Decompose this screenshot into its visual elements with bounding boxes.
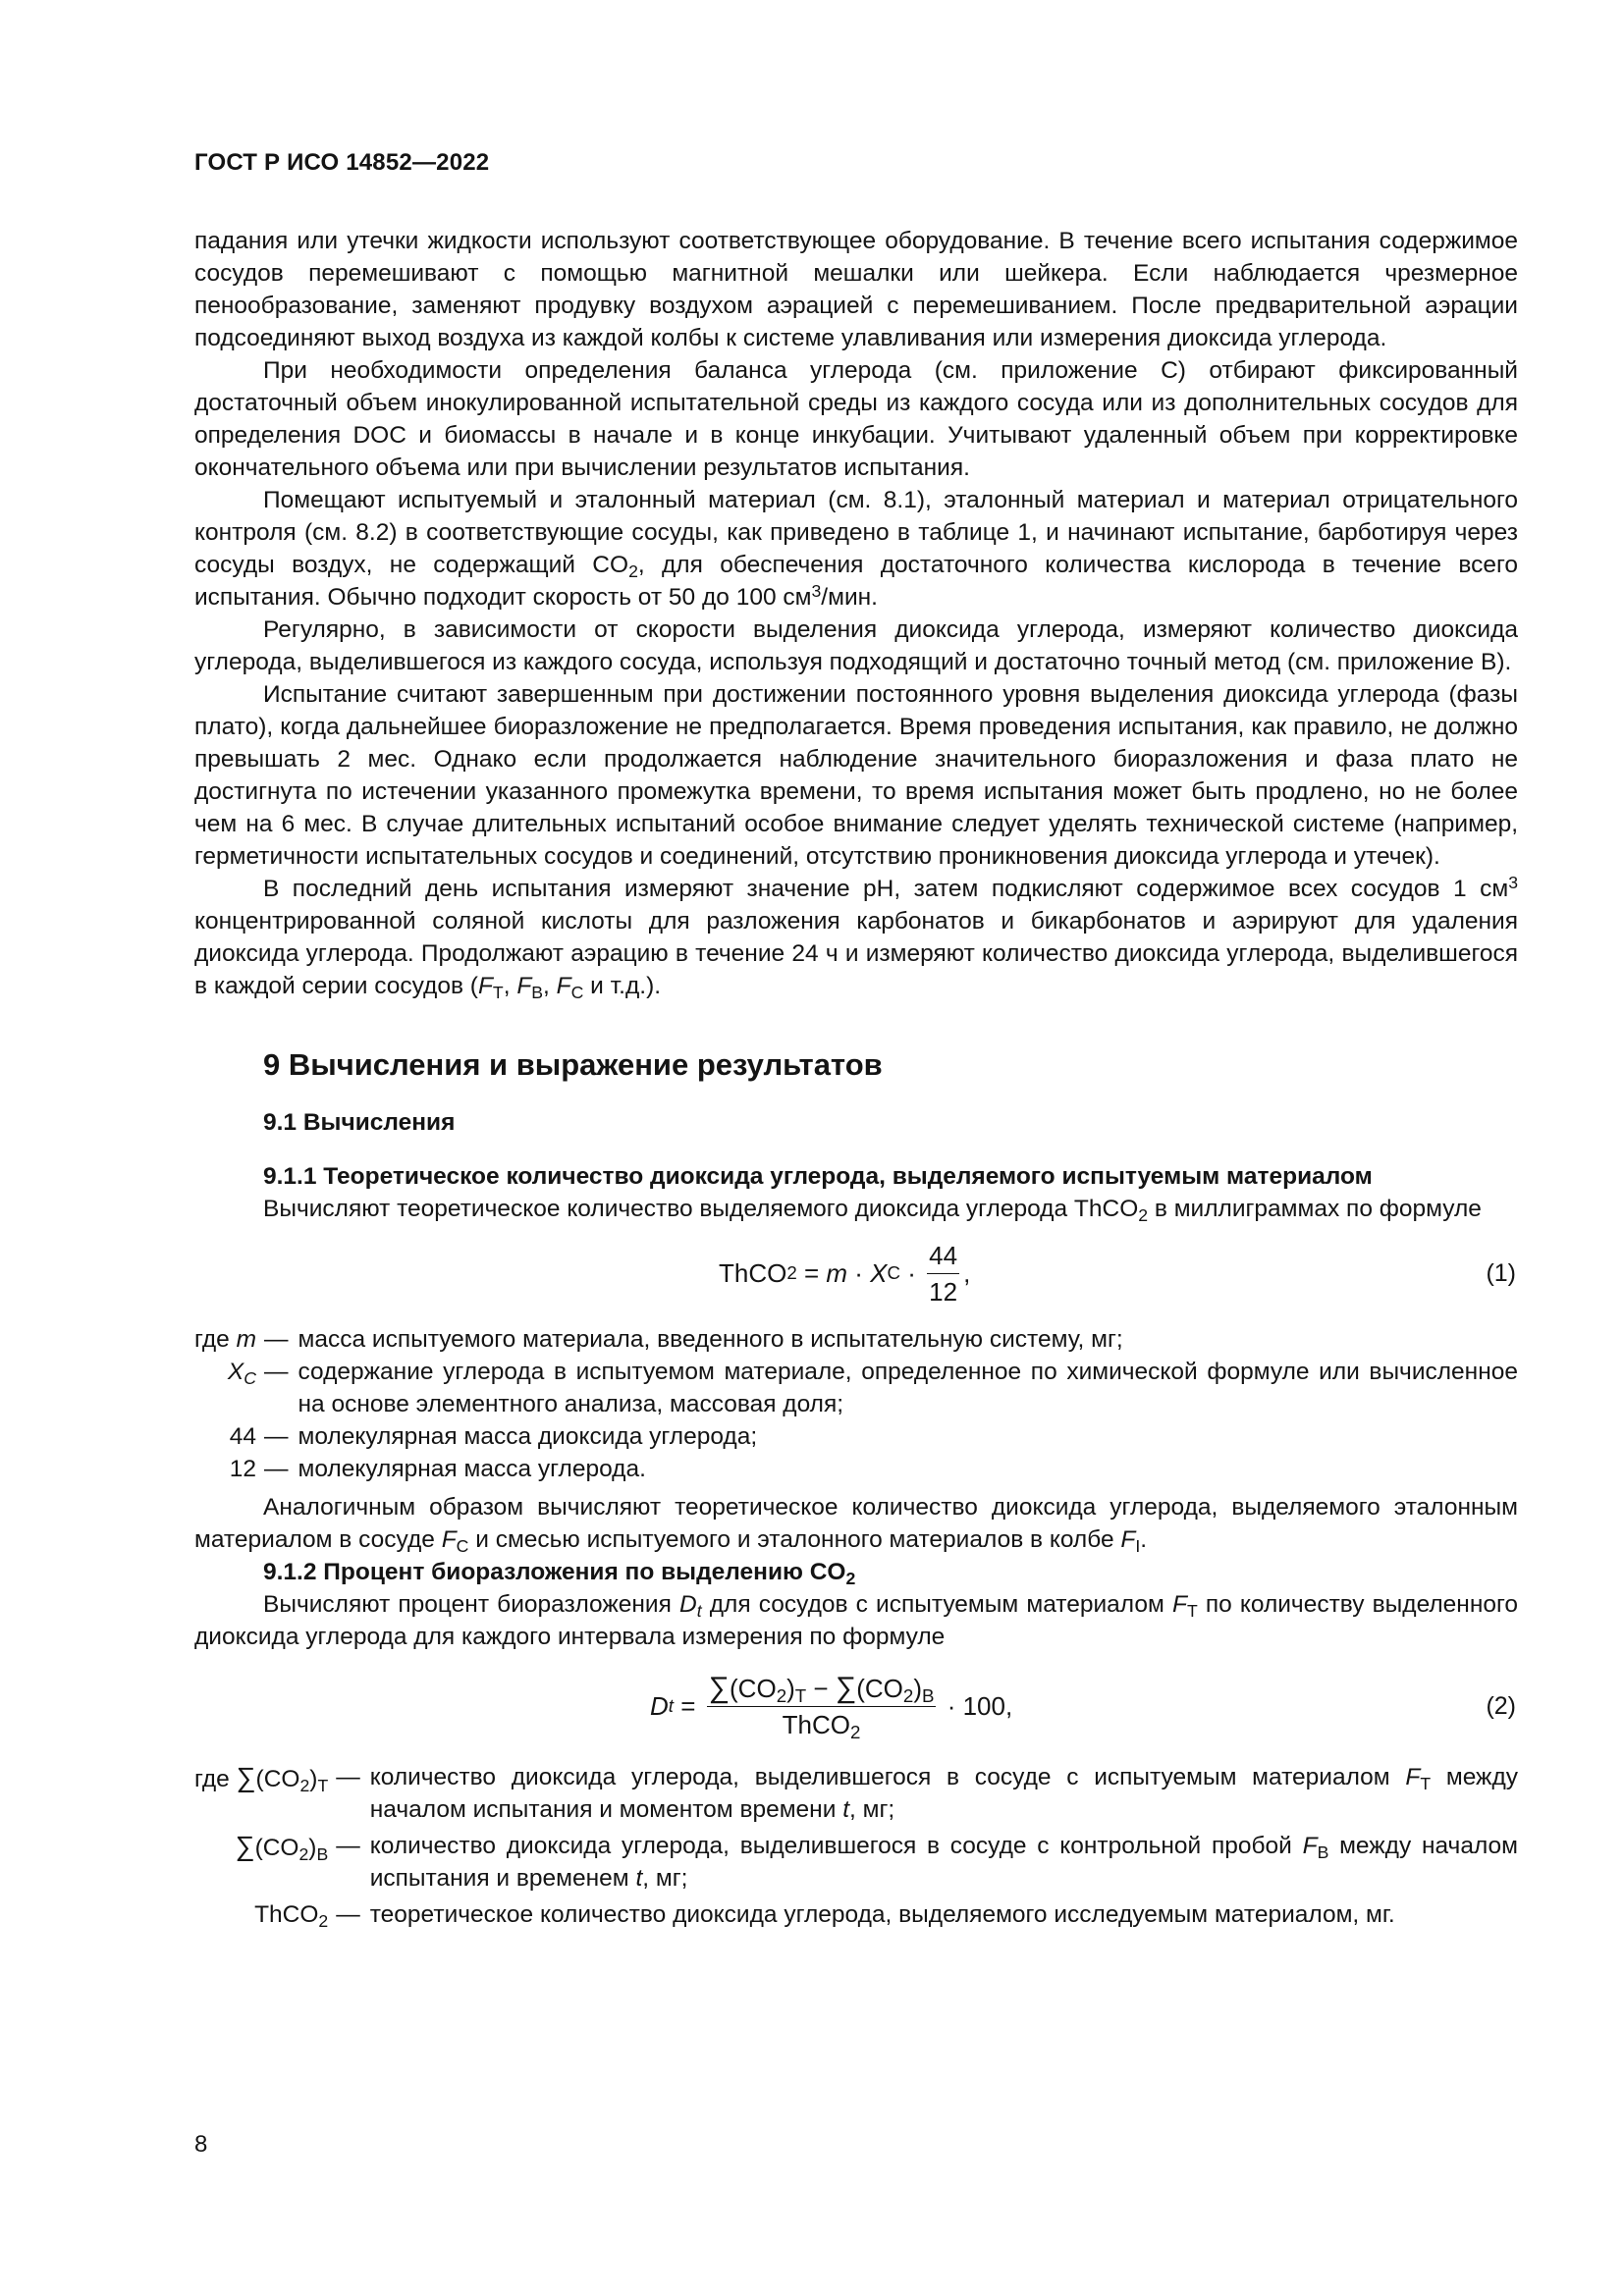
- separator: ,: [503, 973, 517, 999]
- co2-open: (CO: [856, 1673, 903, 1703]
- where-label: где: [194, 1326, 237, 1353]
- paragraph-2: При необходимости определения баланса углерода (см. приложение С) отбирают фиксированный достаточный объем инокулированной испытательной среды из каждого сосуда или из дополнительных сосудов для определения DOC и биомассы в начале и в конце инкубации. Учитывают удаленный объем при корректировке окончательного объема или при вычислении результатов испытания.: [194, 357, 1518, 481]
- sub-2: 2: [318, 1910, 329, 1931]
- page-number: 8: [194, 2131, 208, 2158]
- fraction-44-12: [927, 1241, 959, 1307]
- formula-2: [194, 1661, 1518, 1751]
- sub-B: B: [316, 1843, 329, 1864]
- definition-text: теоретическое количество диоксида углерода, выделяемого исследуемым материалом, мг.: [369, 1901, 1395, 1928]
- symbol-F: F: [1171, 1591, 1187, 1618]
- definition-text: [370, 1761, 1518, 1826]
- symbol-t: t: [842, 1796, 850, 1823]
- minus-sign: −: [806, 1673, 836, 1703]
- definition-dash: —: [264, 1423, 289, 1450]
- co2-close: ): [309, 1766, 318, 1792]
- definition-row: [194, 1761, 1518, 1826]
- analogous-paragraph: Аналогичным образом вычисляют теоретическое количество диоксида углерода, выделяемого эталонным материалом в сосуде $F_C$ и смесью испытуемого и эталонного материалов в колбе $F_I$.: [194, 1494, 1518, 1556]
- definition-text: молекулярная масса углерода.: [298, 1456, 646, 1482]
- sum-symbol: ∑: [835, 1671, 857, 1704]
- fraction-numerator: [707, 1671, 937, 1707]
- definition-key: [194, 1356, 264, 1420]
- definition-dash: —: [264, 1359, 289, 1385]
- definition-key: [194, 1323, 264, 1356]
- fraction-percent: [707, 1671, 937, 1742]
- formula-1-number: (1): [1486, 1258, 1516, 1287]
- paragraph-3: [194, 484, 1518, 614]
- subsection-9-1-title: 9.1 Вычисления: [263, 1109, 456, 1136]
- analog-part-b: и смесью испытуемого и эталонного материалов в колбе: [468, 1526, 1121, 1553]
- definition-text-c: , мг;: [849, 1796, 895, 1823]
- thco2-label: ThCO: [254, 1901, 319, 1928]
- co2-open: (CO: [254, 1835, 299, 1861]
- p3-sup-3: 3: [811, 581, 822, 602]
- sub-C: C: [244, 1367, 256, 1388]
- symbol-D: D: [679, 1591, 697, 1618]
- thco2-label: ThCO: [782, 1709, 851, 1739]
- definition-key: 12: [229, 1456, 256, 1482]
- sub-2: 2: [776, 1684, 787, 1706]
- definition-row: [194, 1895, 1518, 1931]
- symbol-F: F: [1302, 1833, 1318, 1859]
- p3-part-c: /мин.: [821, 584, 878, 611]
- sub-2: 2: [299, 1775, 310, 1795]
- symbol-F: F: [477, 973, 493, 999]
- equals-sign: =: [673, 1690, 703, 1721]
- sub-t: t: [668, 1695, 674, 1716]
- paragraph-5: Испытание считают завершенным при достижении постоянного уровня выделения диоксида углерода (фазы плато), когда дальнейшее биоразложение не предполагается. Время проведения испытания, как правило, не должно превышать 2 мес. Однако если продолжается наблюдение значительного биоразложения и фаза плато не достигнута по истечении указанного промежутка времени, то время испытания может быть продлено, но не более чем на 6 мес. В случае длительных испытаний особое внимание следует уделять технической системе (например, герметичности испытательных сосудов и соединений, отсутствию проникновения диоксида углерода и утечек).: [194, 681, 1518, 870]
- subsection-9-1-2-title: [263, 1556, 1518, 1588]
- formula-1-definitions: [194, 1323, 1518, 1485]
- paragraph-1: падания или утечки жидкости используют соответствующее оборудование. В течение всего испытания содержимое сосудов перемешивают с помощью магнитной мешалки или шейкера. Если наблюдается чрезмерное пенообразование, заменяют продувку воздухом аэрацией с перемешиванием. После предварительной аэрации подсоединяют выход воздуха из каждой колбы к системе улавливания или измерения диоксида углерода.: [194, 228, 1518, 351]
- fraction-numerator: 44: [927, 1241, 959, 1274]
- symbol-m: m: [826, 1257, 848, 1288]
- definition-dash: —: [336, 1764, 360, 1790]
- sub-T: T: [1186, 1600, 1198, 1621]
- p6-part-a: В последний день испытания измеряют значение рН, затем подкисляют содержимое всех сосудов 1 см: [263, 876, 1509, 902]
- definition-row: [194, 1356, 1518, 1420]
- co2-close: ): [786, 1673, 795, 1703]
- symbol-X: X: [227, 1359, 244, 1385]
- symbol-F: F: [556, 973, 571, 999]
- formula-comma: ,: [963, 1257, 971, 1288]
- sub-T: T: [492, 982, 504, 1002]
- document-body: [194, 225, 1518, 1937]
- sub-2: 2: [298, 1843, 309, 1864]
- fraction-denominator: 12: [929, 1276, 958, 1307]
- sub-B: B: [1317, 1842, 1329, 1862]
- document-header: ГОСТ Р ИСО 14852—2022: [194, 149, 490, 176]
- formula-1-intro: [194, 1193, 1518, 1225]
- symbol-m: m: [236, 1326, 256, 1353]
- analog-part-a: Аналогичным образом вычисляют теоретическое количество диоксида углерода, выделяемого эталонным материалом в сосуде: [194, 1494, 1518, 1553]
- multiply-dot: ·: [847, 1257, 871, 1288]
- p6-part-c: и т.д.).: [583, 973, 662, 999]
- symbol-F: F: [1120, 1526, 1136, 1553]
- sub-B: B: [531, 982, 544, 1002]
- definition-dash: —: [264, 1456, 289, 1482]
- sub-2: 2: [902, 1684, 914, 1706]
- fraction-denominator: [781, 1707, 863, 1742]
- sub-2: 2: [850, 1721, 861, 1742]
- multiply-dot: ·: [900, 1257, 924, 1288]
- definition-key: [194, 1895, 336, 1931]
- p6-part-b: концентрированной соляной кислоты для разложения карбонатов и бикарбонатов и аэрируют для удаления диоксида углерода. Продолжают аэрацию в течение 24 ч и измеряют количество диоксида углерода, выделившегося в каждой серии сосудов (: [194, 908, 1518, 999]
- separator: ,: [543, 973, 557, 999]
- thco2-label: ThCO: [719, 1257, 787, 1288]
- definition-row: [194, 1323, 1518, 1356]
- definition-row: [194, 1453, 1518, 1485]
- co2-close: ): [913, 1673, 922, 1703]
- multiply-100: · 100,: [940, 1690, 1013, 1721]
- formula-2-number: (2): [1486, 1691, 1516, 1720]
- formula-1-expression: ThCO 2 = m · X C · $\frac{44}{12}$ ,: [719, 1240, 971, 1307]
- definition-text-a: количество диоксида углерода, выделившегося в сосуде с контрольной пробой: [369, 1833, 1303, 1859]
- paragraph-4: Регулярно, в зависимости от скорости выделения диоксида углерода, измеряют количество диоксида углерода, выделившегося из каждого сосуда, используя подходящий и достаточно точный метод (см. приложение В).: [194, 616, 1518, 675]
- formula-1: [194, 1233, 1518, 1313]
- symbol-F: F: [441, 1526, 457, 1553]
- definition-dash: —: [336, 1833, 360, 1859]
- sub-T: T: [1420, 1773, 1432, 1793]
- subsection-9-1-1-title: 9.1.1 Теоретическое количество диоксида углерода, выделяемого испытуемым материалом: [263, 1163, 1373, 1190]
- intro-2-part-a: Вычисляют процент биоразложения: [263, 1591, 680, 1618]
- symbol-D: D: [650, 1690, 669, 1721]
- sub-T: T: [317, 1775, 329, 1795]
- definition-dash: —: [336, 1901, 360, 1928]
- intro-1-part-b: в миллиграммах по формуле: [1148, 1196, 1482, 1222]
- paragraph-6: [194, 873, 1518, 1002]
- co2-open: (CO: [730, 1673, 777, 1703]
- formula-2-intro: [194, 1588, 1518, 1653]
- sum-symbol: ∑: [236, 1762, 256, 1792]
- definition-text-c: , мг;: [642, 1865, 688, 1892]
- definition-dash: —: [264, 1326, 289, 1353]
- formula-2-expression: [650, 1661, 1012, 1751]
- sum-symbol: ∑: [708, 1671, 731, 1704]
- definition-key: 44: [229, 1423, 256, 1450]
- definition-row: [194, 1420, 1518, 1453]
- intro-2-part-b: для сосудов с испытуемым материалом: [701, 1591, 1172, 1618]
- definition-text: молекулярная масса диоксида углерода;: [298, 1423, 758, 1450]
- definition-key: [194, 1826, 336, 1895]
- definition-row: [194, 1826, 1518, 1895]
- sub-2: 2: [845, 1568, 856, 1588]
- p6-sup-3: 3: [1508, 873, 1518, 893]
- formula-2-definitions: [194, 1761, 1518, 1931]
- definition-text: [370, 1826, 1518, 1895]
- equals-sign: =: [796, 1257, 827, 1288]
- sub-2: 2: [1138, 1204, 1149, 1225]
- symbol-X: X: [870, 1257, 888, 1288]
- definition-text: масса испытуемого материала, введенного в испытательную систему, мг;: [298, 1326, 1123, 1353]
- p3-part-b: , для обеспечения достаточного количества кислорода в течение всего испытания. Обычно подходит скорость от 50 до 100 см: [194, 552, 1518, 611]
- symbol-t: t: [635, 1865, 643, 1892]
- co2-close: ): [308, 1835, 317, 1861]
- sub-I: I: [1135, 1535, 1141, 1556]
- where-label: где: [194, 1766, 237, 1792]
- definition-text-a: количество диоксида углерода, выделившегося в сосуде с испытуемым материалом: [369, 1764, 1406, 1790]
- p3-part-a: Помещают испытуемый и эталонный материал (см. 8.1), эталонный материал и материал отрицательного контроля (см. 8.2) в соответствующие сосуды, как приведено в таблице 1, и начинают испытание, барботируя через сосуды воздух, не содержащий CO: [194, 487, 1518, 578]
- symbol-F: F: [516, 973, 532, 999]
- sum-symbol: ∑: [235, 1831, 255, 1861]
- intro-2-part-c: по количеству выделенного диоксида углерода для каждого интервала измерения по формуле: [194, 1591, 1519, 1650]
- definition-key: [194, 1761, 336, 1826]
- definition-text: содержание углерода в испытуемом материале, определенное по химической формуле или вычисленное на основе элементного анализа, массовая доля;: [298, 1359, 1518, 1417]
- co2-open: (CO: [255, 1766, 300, 1792]
- definition-text-b: между началом испытания и моментом времени: [369, 1764, 1518, 1823]
- subsection-9-1-2-text: 9.1.2 Процент биоразложения по выделению CO: [263, 1559, 846, 1585]
- intro-1-part-a: Вычисляют теоретическое количество выделяемого диоксида углерода ThCO: [263, 1196, 1139, 1222]
- sub-B: B: [921, 1684, 935, 1706]
- sub-C: C: [570, 982, 584, 1002]
- sub-t: t: [696, 1600, 702, 1621]
- sub-C: C: [456, 1535, 469, 1556]
- p3-sub-2: 2: [628, 561, 638, 581]
- section-9-title: 9 Вычисления и выражение результатов: [263, 1047, 883, 1082]
- symbol-F: F: [1405, 1764, 1421, 1790]
- definition-text-b: между началом испытания и временем: [369, 1833, 1518, 1892]
- sub-T: T: [794, 1684, 807, 1706]
